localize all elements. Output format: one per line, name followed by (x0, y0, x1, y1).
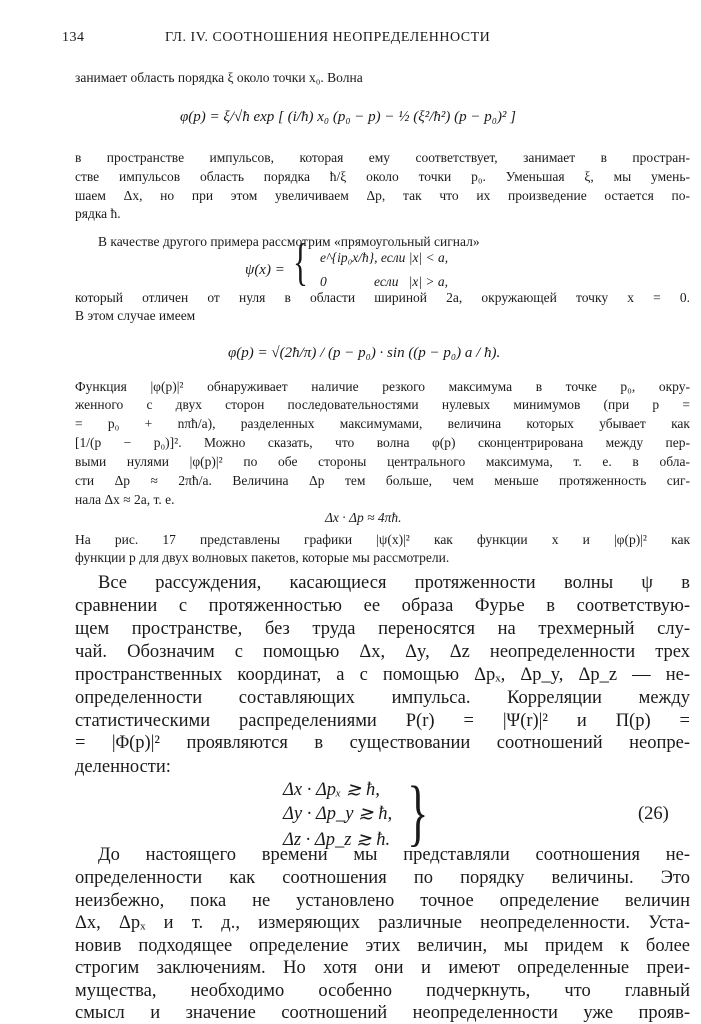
text-line: На рис. 17 представлены графики |ψ(x)|² как функции x и |φ(p)|² как (75, 532, 690, 547)
equation-number: (26) (638, 804, 669, 824)
text-line: = |Φ(p)|² проявляются в существовании соотношений неопре- (75, 733, 690, 753)
text-line: рядка ħ. (75, 206, 121, 221)
formula-square-signal-row: 0 если |x| > a, (320, 274, 448, 289)
text-line: неизбежно, пока не установлено точное определение величин (75, 891, 690, 911)
formula-26-row: Δy · Δp_y ≳ ħ, (283, 804, 393, 824)
formula-26-row: Δz · Δp_z ≳ ħ. (283, 830, 391, 850)
text-line: шаем Δx, но при этом увеличиваем Δp, так что их произведение остается по- (75, 188, 690, 203)
page-number: 134 (62, 30, 85, 45)
text-line: занимает область порядка ξ около точки x₀. Волна (75, 70, 363, 85)
text-line: Функция |φ(p)|² обнаруживает наличие резкого максимума в точке p₀, окру- (75, 379, 690, 394)
text-line: определенности как соотношения по порядку величины. Это (75, 868, 690, 888)
formula-square-signal-lhs: ψ(x) = (245, 262, 285, 278)
text-line: До настоящего времени мы представляли соотношения не- (98, 845, 690, 865)
text-line: мущества, необходимо особенно подчеркнуть, что главный (75, 981, 690, 1001)
text-line: [1/(p − p₀)]². Можно сказать, что волна φ(p) сконцентрирована между пер- (75, 435, 690, 450)
text-line: деленности: (75, 757, 171, 777)
formula-square-signal-row: e^{ip₀x/ħ}, если |x| < a, (320, 250, 449, 265)
text-line: женного с двух сторон последовательностями нулевых минимумов (при p = (75, 397, 690, 412)
text-line: = p₀ + nπħ/a), разделенных максимумами, величина которых убывает как (75, 416, 690, 431)
text-line: стве импульсов область порядка ħ/ξ около точки p₀. Уменьшая ξ, мы умень- (75, 169, 690, 184)
text-line: В этом случае имеем (75, 308, 196, 323)
text-line: сти Δp ≈ 2πħ/a. Величина Δp тем больше, чем меньше протяженность сиг- (75, 473, 690, 488)
text-line: определенности составляющих импульса. Корреляции между (75, 688, 690, 708)
text-line: статистическими распределениями P(r) = |Ψ(r)|² и Π(p) = (75, 711, 690, 731)
running-title: ГЛ. IV. СООТНОШЕНИЯ НЕОПРЕДЕЛЕННОСТИ (165, 30, 491, 45)
text-line: строгим заключениям. Но хотя они и имеют определенные преи- (75, 958, 690, 978)
text-line: Все рассуждения, касающиеся протяженности волны ψ в (98, 573, 690, 593)
text-line: который отличен от нуля в области шириной 2a, окружающей точку x = 0. (75, 290, 690, 305)
text-line: функции p для двух волновых пакетов, которые мы рассмотрели. (75, 550, 450, 565)
text-line: нала Δx ≈ 2a, т. е. (75, 492, 175, 507)
text-line: чай. Обозначим с помощью Δx, Δy, Δz неопределенности трех (75, 642, 690, 662)
text-line: щем пространстве, без труда переносятся на трехмерный слу- (75, 619, 690, 639)
text-line: В качестве другого примера рассмотрим «прямоугольный сигнал» (98, 234, 480, 249)
left-brace: { (292, 234, 308, 291)
formula-gaussian-packet: φ(p) = ξ/√ħ exp [ (i/ħ) x₀ (p₀ − p) − ½ (ξ²/ħ²) (p − p₀)² ] (180, 109, 517, 125)
text-line: смысл и значение соотношений неопределенности уже прояв- (75, 1003, 690, 1023)
formula-26-row: Δx · Δpₓ ≳ ħ, (283, 780, 380, 800)
right-brace: } (407, 772, 429, 854)
text-line: выми нулями |φ(p)|² по обе стороны центрального максимума, т. е. в обла- (75, 454, 690, 469)
text-line: новив подходящее определение этих величин, мы придем к более (75, 936, 690, 956)
text-line: Δx, Δpₓ и т. д., измеряющих различные неопределенности. Уста- (75, 913, 690, 933)
text-line: в пространстве импульсов, которая ему соответствует, занимает в простран- (75, 150, 690, 165)
formula-uncertainty-product: Δx · Δp ≈ 4πħ. (325, 510, 402, 525)
formula-sinc: φ(p) = √(2ħ/π) / (p − p₀) · sin ((p − p₀) a / ħ). (228, 345, 501, 361)
text-line: пространственных координат, а с помощью Δpₓ, Δp_y, Δp_z — не- (75, 665, 690, 685)
text-line: сравнении с протяженностью ее образа Фурье в соответствую- (75, 596, 690, 616)
